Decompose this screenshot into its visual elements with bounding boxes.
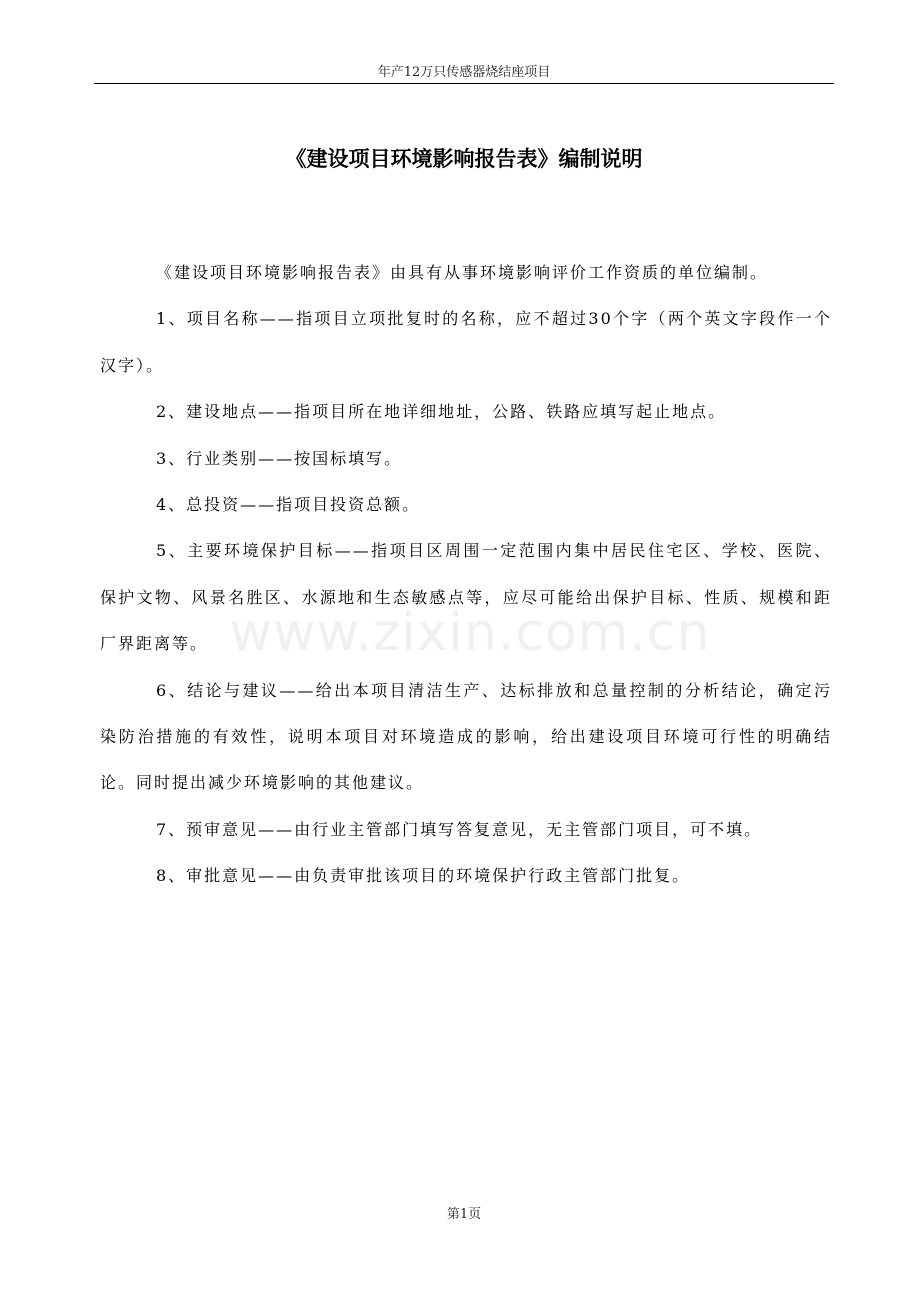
document-title: 《建设项目环境影响报告表》编制说明 [285, 147, 643, 171]
item-conclusions: 6、结论与建议——给出本项目清洁生产、达标排放和总量控制的分析结论，确定污染防治措施的有效性，说明本项目对环境造成的影响，给出建设项目环境可行性的明确结论。同时提出减少环境影响的其他建议。 [100, 680, 832, 793]
item-total-investment: 4、总投资——指项目投资总额。 [156, 495, 421, 515]
item-project-name: 1、项目名称——指项目立项批复时的名称，应不超过30个字（两个英文字段作一个汉字）。 [100, 309, 832, 375]
item-protection-targets: 5、主要环境保护目标——指项目区周围一定范围内集中居民住宅区、学校、医院、保护文物、风景名胜区、水源地和生态敏感点等，应尽可能给出保护目标、性质、规模和距厂界距离等。 [100, 541, 832, 654]
header-divider [94, 83, 834, 84]
item-construction-site: 2、建设地点——指项目所在地详细地址，公路、铁路应填写起止地点。 [156, 402, 727, 422]
intro-paragraph: 《建设项目环境影响报告表》由具有从事环境影响评价工作资质的单位编制。 [156, 263, 769, 282]
running-header: 年产12万只传感器烧结座项目 [377, 65, 551, 80]
item-approval-opinion: 8、审批意见——由负责审批该项目的环境保护行政主管部门批复。 [156, 866, 691, 886]
page-number: 第1页 [446, 1207, 482, 1222]
item-preliminary-review: 7、预审意见——由行业主管部门填写答复意见，无主管部门项目，可不填。 [156, 819, 763, 839]
item-industry-category: 3、行业类别——按国标填写。 [156, 448, 403, 468]
watermark: www.zixin.com.cn [229, 603, 711, 663]
document-body [100, 250, 832, 900]
